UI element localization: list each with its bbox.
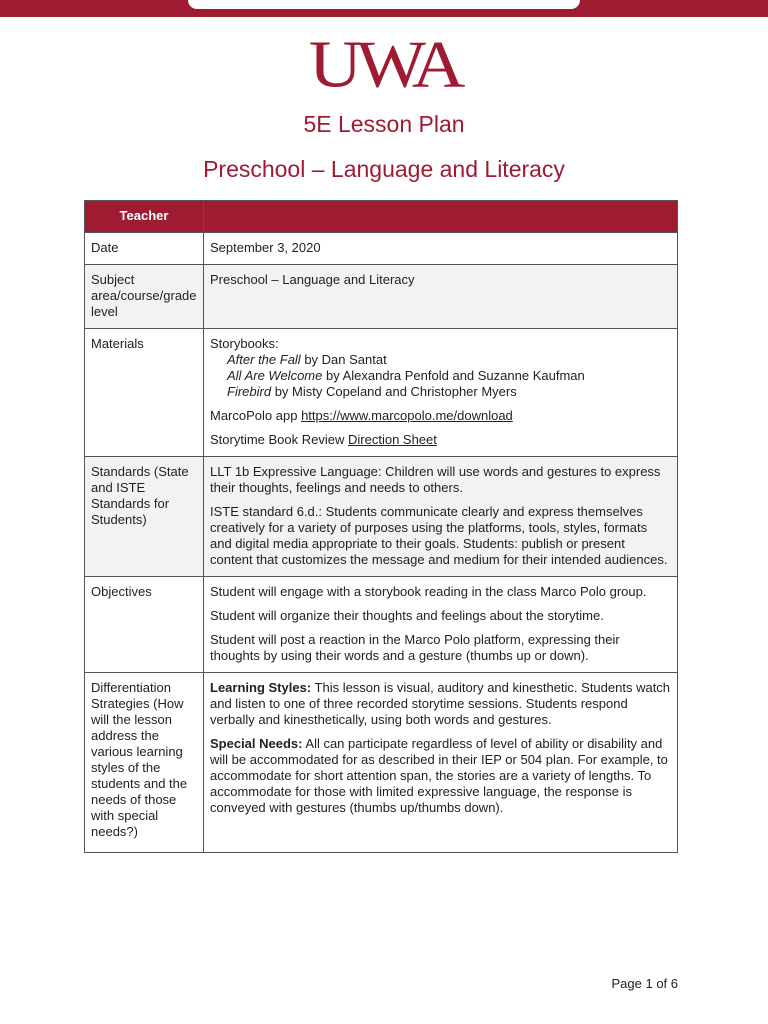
- objective-item: Student will engage with a storybook reading in the class Marco Polo group.: [210, 584, 647, 599]
- standard-iste: ISTE standard 6.d.: Students communicate clearly and express themselves creatively for a variety of purposes using the platforms, tools, styles, formats and digital media appropriate to their goals. Students: publish or present content that customizes the message and medium for their intended audiences.: [210, 504, 668, 567]
- page-subtitle: Preschool – Language and Literacy: [203, 156, 565, 182]
- learning-styles-paragraph: [210, 680, 671, 728]
- objective-item: Student will post a reaction in the Marco Polo platform, expressing their thoughts by using their words and a gesture (thumbs up or down).: [210, 632, 620, 663]
- storybooks-label: Storybooks:: [210, 336, 279, 351]
- date-value: September 3, 2020: [204, 233, 678, 265]
- special-needs-paragraph: [210, 736, 671, 816]
- materials-label: Materials: [85, 329, 204, 457]
- objectives-row: [85, 577, 678, 673]
- objective-item: Student will organize their thoughts and feelings about the storytime.: [210, 608, 604, 623]
- top-banner: [0, 0, 768, 17]
- book-review-label: Storytime Book Review: [210, 432, 348, 447]
- learning-styles-heading: Learning Styles:: [210, 680, 312, 695]
- date-row: [85, 233, 678, 265]
- learning-styles-text: This lesson is visual, auditory and kinesthetic. Students watch and listen to one of three recorded storytime sessions. Students respond verbally and kinesthetically, using both words and gestures.: [210, 680, 671, 727]
- uwa-logo: UWA: [308, 28, 460, 102]
- page-number: Page 1 of 6: [611, 976, 678, 991]
- book-item: [210, 368, 585, 383]
- book-author: by Alexandra Penfold and Suzanne Kaufman: [322, 368, 585, 383]
- lesson-plan-table: [84, 200, 678, 853]
- marcopolo-download-link[interactable]: https://www.marcopolo.me/download: [301, 408, 513, 423]
- standards-cell: [204, 457, 678, 577]
- differentiation-label: Differentiation Strategies (How will the lesson address the various learning styles of the students and the needs of those with special needs?): [85, 673, 204, 853]
- standards-row: [85, 457, 678, 577]
- book-title: After the Fall: [227, 352, 301, 367]
- book-title: All Are Welcome: [227, 368, 323, 383]
- book-item: [210, 384, 517, 399]
- special-needs-heading: Special Needs:: [210, 736, 303, 751]
- teacher-value: [204, 201, 678, 233]
- objectives-cell: [204, 577, 678, 673]
- differentiation-row: [85, 673, 678, 853]
- objectives-label: Objectives: [85, 577, 204, 673]
- book-author: by Misty Copeland and Christopher Myers: [271, 384, 517, 399]
- date-label: Date: [85, 233, 204, 265]
- book-title: Firebird: [227, 384, 272, 399]
- book-author: by Dan Santat: [300, 352, 387, 367]
- top-banner-notch: [188, 0, 580, 9]
- standard-llt: LLT 1b Expressive Language: Children will use words and gestures to express their thoughts, feelings and needs to others.: [210, 464, 661, 495]
- differentiation-cell: [204, 673, 678, 853]
- materials-cell: [204, 329, 678, 457]
- page-title: 5E Lesson Plan: [303, 111, 465, 137]
- materials-row: [85, 329, 678, 457]
- subject-value: Preschool – Language and Literacy: [204, 265, 678, 329]
- teacher-label: Teacher: [85, 201, 204, 233]
- book-item: [210, 352, 387, 367]
- subject-label: Subject area/course/grade level: [85, 265, 204, 329]
- marcopolo-app-label: MarcoPolo app: [210, 408, 302, 423]
- standards-label: Standards (State and ISTE Standards for Students): [85, 457, 204, 577]
- special-needs-text: All can participate regardless of level of ability or disability and will be accommodated for as described in their IEP or 504 plan. For example, to accommodate for short attention span, the stories are a variety of lengths. To accommodate for those with limited expressive language, the response is conveyed with gestures (thumbs up/thumbs down).: [210, 736, 668, 815]
- subject-row: [85, 265, 678, 329]
- teacher-row: [85, 201, 678, 233]
- direction-sheet-link[interactable]: Direction Sheet: [348, 432, 437, 447]
